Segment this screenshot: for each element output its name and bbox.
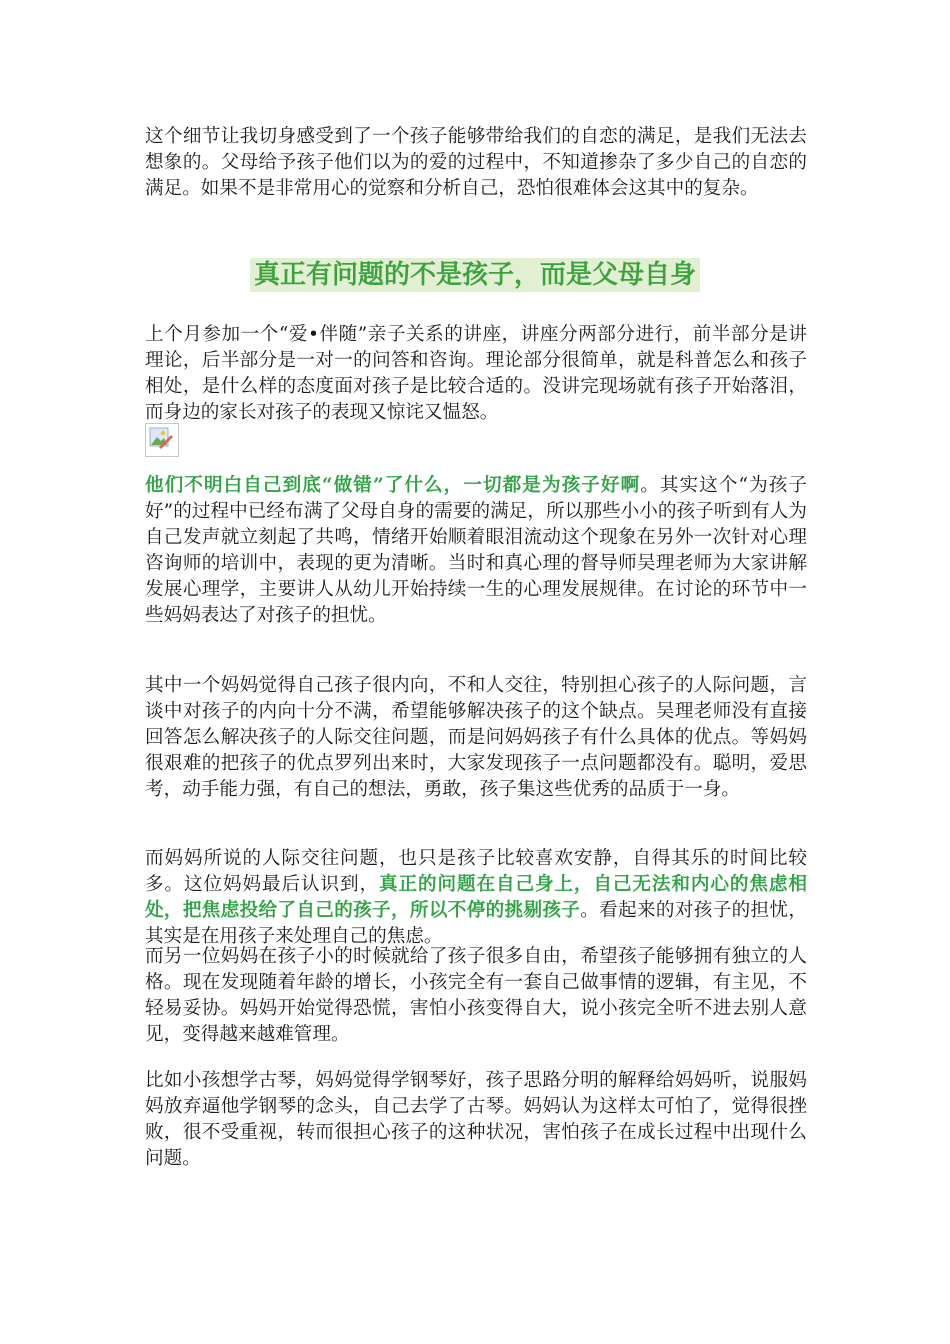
paragraph-text: 而妈妈所说的人际交往问题，也只是孩子比较喜欢安静，自得其乐的时间比较多。这位妈妈最后认识到，: [145, 848, 807, 895]
paragraph-children-good: [145, 473, 807, 629]
section-heading-wrapper: [0, 258, 950, 292]
paragraph-independent-child: 而另一位妈妈在孩子小的时候就给了孩子很多自由，希望孩子能够拥有独立的人格。现在发现随着年龄的增长，小孩完全有一套自己做事情的逻辑，有主见，不轻易妥协。妈妈开始觉得恐慌，害怕小孩变得自大，说小孩完全听不进去别人意见，变得越来越难管理。: [145, 946, 807, 1045]
paragraph-text: 。其实这个“为孩子好”的过程中已经布满了父母自身的需要的满足，所以那些小小的孩子听到有人为自己发声就立刻起了共鸣，情绪开始顺着眼泪流动这个现象在另外一次针对心理咨询师的培训中，表现的更为清晰。当时和真心理的督导师吴理老师为大家讲解发展心理学，主要讲人从幼儿开始持续一生的心理发展规律。在讨论的环节中一些妈妈表达了对孩子的担忧。: [145, 475, 807, 626]
paragraph-guqin: 比如小孩想学古琴，妈妈觉得学钢琴好，孩子思路分明的解释给妈妈听，说服妈妈放弃逼他学钢琴的念头，自己去学了古琴。妈妈认为这样太可怕了，觉得很挫败，很不受重视，转而很担心孩子的这种状况，害怕孩子在成长过程中出现什么问题。: [145, 1070, 807, 1169]
highlight-text: 他们不明白自己到底“做错”了什么，一切都是为孩子好啊: [145, 475, 641, 496]
highlight-text: 真正的问题在自己身上，自己无法和内心的焦虑相处，把焦虑投给了自己的孩子，所以不停的挑剔孩子: [145, 874, 807, 921]
section-heading: 真正有问题的不是孩子，而是父母自身: [250, 258, 700, 292]
paragraph-mother-anxiety: [145, 846, 807, 950]
paragraph-text: 。看起来的对孩子的担忧，其实是在用孩子来处理自己的焦虑。: [145, 900, 807, 947]
broken-image-icon: [145, 423, 179, 457]
paragraph-lecture: 上个月参加一个“爱•伴随”亲子关系的讲座，讲座分两部分进行，前半部分是讲理论，后半部分是一对一的问答和咨询。理论部分很简单，就是科普怎么和孩子相处，是什么样的态度面对孩子是比较合适的。没讲完现场就有孩子开始落泪，而身边的家长对孩子的表现又惊诧又愠怒。: [145, 324, 807, 423]
paragraph-intro: 这个细节让我切身感受到了一个孩子能够带给我们的自恋的满足，是我们无法去想象的。父母给予孩子他们以为的爱的过程中，不知道掺杂了多少自己的自恋的满足。如果不是非常用心的觉察和分析自己，恐怕很难体会这其中的复杂。: [145, 126, 807, 199]
paragraph-introvert-child: 其中一个妈妈觉得自己孩子很内向，不和人交往，特别担心孩子的人际问题，言谈中对孩子的内向十分不满，希望能够解决孩子的这个缺点。吴理老师没有直接回答怎么解决孩子的人际交往问题，而是问妈妈孩子有什么具体的优点。等妈妈很艰难的把孩子的优点罗列出来时，大家发现孩子一点问题都没有。聪明，爱思考，动手能力强，有自己的想法，勇敢，孩子集这些优秀的品质于一身。: [145, 675, 807, 800]
